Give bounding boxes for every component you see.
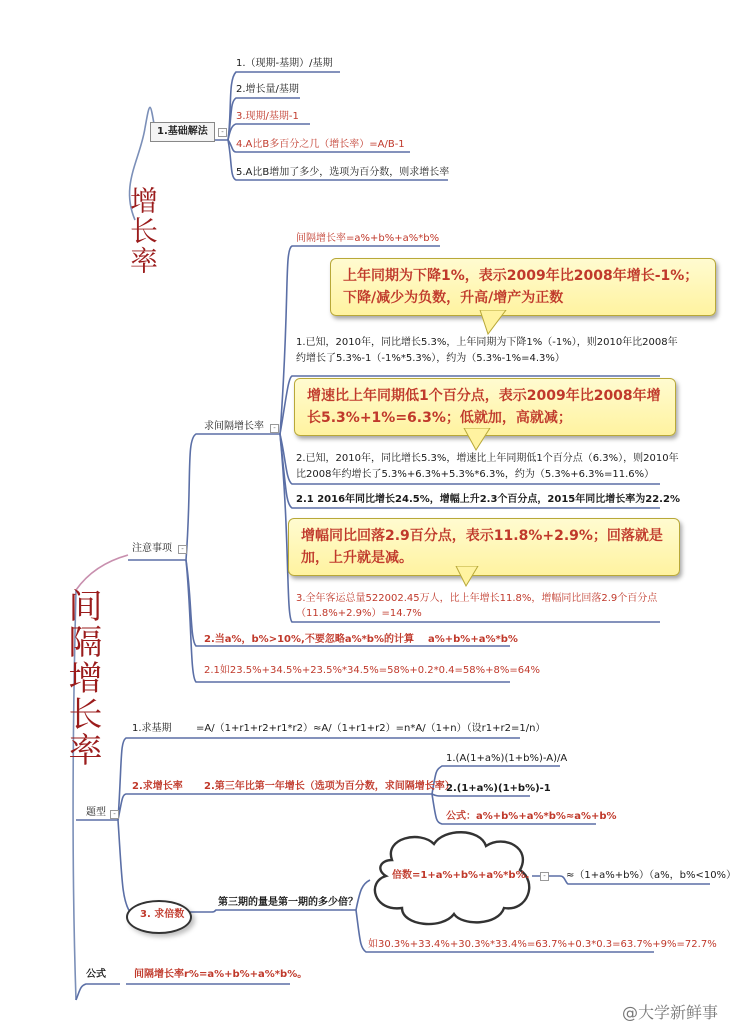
callout-lower-speed-note: 增速比上年同期低1个百分点，表示2009年比2008年增长5.3%+1%=6.3%；低就加，高就减；	[294, 378, 676, 436]
collapse-toggle-notes[interactable]: -	[178, 545, 187, 554]
basic-item-3: 3.现期/基期-1	[236, 111, 299, 122]
callout-pointer-1	[478, 310, 508, 336]
collapse-toggle-interval[interactable]: -	[270, 424, 279, 433]
type-2-item-1: 1.(A(1+a%)(1+b%)-A)/A	[446, 753, 568, 764]
type-2-item-2: 2.(1+a%)(1+b%)-1	[446, 783, 551, 794]
type-3-example: 如30.3%+33.4%+30.3%*33.4%=63.7%+0.3*0.3=63.7%+9%=72.7%	[368, 939, 717, 950]
interval-rate-subnode[interactable]: 求间隔增长率	[204, 421, 264, 432]
interval-rate-formula: 间隔增长率=a%+b%+a%*b%	[296, 233, 440, 244]
basic-item-2: 2.增长量/基期	[236, 84, 299, 95]
notes-node[interactable]: 注意事项	[132, 543, 172, 554]
type-1-formula: =A/（1+r1+r2+r1*r2）≈A/（1+r1+r2）=n*A/（1+n）（设r1+r2=1/n）	[196, 723, 546, 734]
example-2-line-1: 2.已知，2010年，同比增长5.3%，增速比上年同期低1个百分点（6.3%），则2010年	[296, 453, 679, 464]
note-2-formula: a%+b%+a%*b%	[428, 634, 518, 645]
callout-pointer-2	[462, 428, 492, 452]
note-2-1: 2.1如23.5%+34.5%+23.5%*34.5%=58%+0.2*0.4=58%+8%=64%	[204, 665, 540, 676]
type-2-item-3: 公式：a%+b%+a%*b%≈a%+b%	[446, 811, 617, 822]
type-3-ratio-label[interactable]: 3. 求倍数	[140, 909, 185, 920]
type-3-question: 第三期的量是第一期的多少倍？	[218, 897, 358, 908]
callout-pointer-3	[454, 566, 480, 588]
basic-method-node[interactable]: 1.基础解法	[150, 122, 215, 142]
example-2-1: 2.1 2016年同比增长24.5%，增幅上升2.3个百分点，2015年同比增长率为22.2%	[296, 494, 680, 505]
formula-node[interactable]: 公式	[86, 969, 106, 980]
collapse-toggle-types[interactable]: -	[110, 810, 119, 819]
type-3-approx: ≈（1+a%+b%）（a%，b%<10%）	[566, 870, 737, 881]
basic-item-5: 5.A比B增加了多少，选项为百分数，则求增长率	[236, 167, 450, 178]
collapse-toggle-basic[interactable]: -	[218, 128, 227, 137]
type-2-growth-rate[interactable]: 2.求增长率	[132, 781, 183, 792]
collapse-toggle-cloud[interactable]: -	[540, 872, 549, 881]
example-3-line-2: （11.8%+2.9%）=14.7%	[296, 608, 422, 619]
example-1-line-1: 1.已知，2010年，同比增长5.3%，上年同期为下降1%（-1%），则2010年比2008年	[296, 337, 678, 348]
type-3-cloud-formula: 倍数=1+a%+b%+a%*b%.	[392, 870, 530, 881]
title-interval-growth-rate: 间隔增长率	[62, 588, 102, 768]
title-growth-rate: 增长率	[126, 186, 159, 276]
example-2-line-2: 比2008年约增长了5.3%+6.3%+5.3%*6.3%，约为（5.3%+6.3%=11.6%）	[296, 469, 655, 480]
callout-fall-back-note: 增幅同比回落2.9百分点，表示11.8%+2.9%；回落就是加，上升就是减。	[288, 518, 680, 576]
example-3-line-1: 3.全年客运总量522002.45万人，比上年增长11.8%，增幅同比回落2.9个百分点	[296, 593, 658, 604]
basic-item-4: 4.A比B多百分之几（增长率）=A/B-1	[236, 139, 405, 150]
type-1-base-period[interactable]: 1.求基期	[132, 723, 172, 734]
example-1-line-2: 约增长了5.3%-1（-1%*5.3%），约为（5.3%-1%=4.3%）	[296, 353, 565, 364]
basic-item-1: 1.（现期-基期）/基期	[236, 58, 333, 69]
callout-decline-note: 上年同期为下降1%，表示2009年比2008年增长-1%；下降/减少为负数，升高/增产为正数	[330, 258, 716, 316]
note-2: 2.当a%，b%>10%,不要忽略a%*b%的计算	[204, 634, 414, 645]
formula-text: 间隔增长率r%=a%+b%+a%*b%。	[134, 969, 308, 980]
question-types-node[interactable]: 题型	[86, 807, 106, 818]
watermark: @大学新鲜事	[622, 1003, 719, 1022]
type-2-description: 2.第三年比第一年增长（选项为百分数，求间隔增长率）	[204, 781, 455, 792]
